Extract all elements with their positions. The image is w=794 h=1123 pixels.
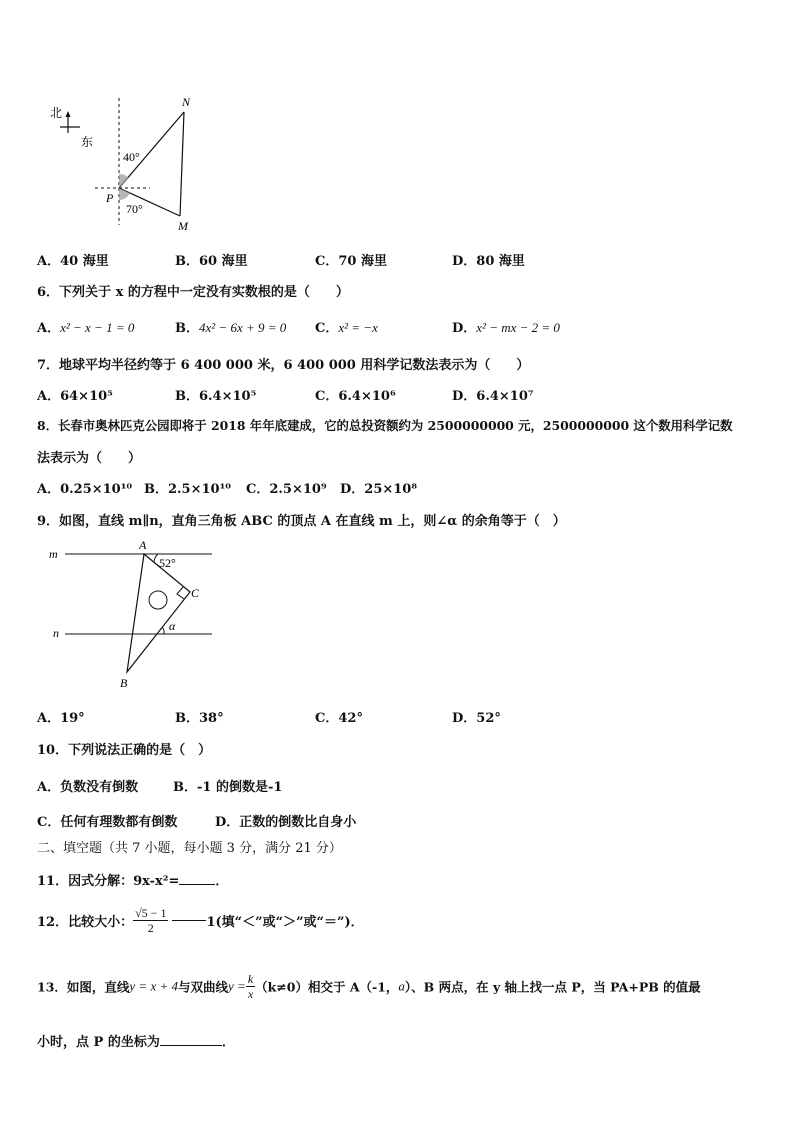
q8-stem-line1: 8．长春市奥林匹克公园即将于 2018 年年底建成，它的总投资额约为 2500000000 元，2500000000 这个数用科学记数 (37, 418, 733, 433)
q8-stem-line2: 法表示为（ ） (37, 451, 142, 466)
angle-40-label: 40° (123, 150, 140, 164)
q13-line2-text: 小时，点 P 的坐标为 (37, 1035, 160, 1050)
q6-option-b-eq: 4x² − 6x + 9 = 0 (199, 320, 287, 335)
q6-option-d-letter: D． (452, 321, 477, 336)
angle-70-label: 70° (126, 202, 143, 216)
q9-option-b[interactable]: B．38° (175, 711, 224, 726)
q6-option-c-letter: C． (315, 321, 339, 336)
q13-answer-blank[interactable] (160, 1045, 222, 1046)
q10-option-b[interactable]: B．-1 的倒数是-1 (173, 780, 283, 795)
q12-post: 1(填“＜”或“＞”或“＝”)． (206, 915, 364, 930)
q6-option-a-eq: x² − x − 1 = 0 (60, 320, 135, 335)
navigation-figure (40, 90, 210, 235)
q7-option-b[interactable]: B．6.4×10⁵ (175, 389, 257, 404)
q13-x: x (247, 987, 254, 1001)
q11-answer-blank[interactable] (179, 884, 215, 885)
parallel-lines-figure (40, 535, 225, 695)
north-label: 北 (50, 106, 63, 120)
q13-k: k (247, 972, 254, 986)
q6-option-a-letter: A． (37, 321, 61, 336)
q13-part2: 与双曲线 (178, 979, 229, 995)
q7-option-a[interactable]: A．64×10⁵ (37, 389, 113, 404)
q13-part1: 13．如图，直线 (37, 979, 130, 995)
q12-numerator: √5 − 1 (135, 906, 167, 920)
q8-option-d[interactable]: D．25×10⁸ (340, 482, 418, 497)
q6-option-b[interactable] (175, 317, 286, 336)
point-p-label: P (106, 191, 114, 205)
q12-denominator: 2 (147, 921, 154, 935)
q13-hyperbola-y: y = (228, 978, 246, 994)
q13-part4: ）、B 两点，在 y 轴上找一点 P，当 PA+PB 的值最 (404, 979, 701, 995)
q11-text: 11．因式分解：9x-x²= (37, 874, 180, 889)
q6-option-c-eq: x² = −x (338, 320, 378, 335)
q8-option-c[interactable]: C．2.5×10⁹ (246, 482, 327, 497)
q13-question-line1 (37, 972, 701, 1001)
q6-option-c[interactable] (315, 317, 378, 336)
q10-option-a[interactable]: A．负数没有倒数 (37, 780, 139, 795)
q13-part3: （k≠0）相交于 A（-1， (255, 979, 399, 995)
q8-option-b[interactable]: B．2.5×10¹⁰ (144, 482, 231, 497)
angle-52-label: 52° (159, 556, 176, 570)
q12-answer-blank[interactable] (172, 920, 206, 921)
q12-fraction (133, 906, 168, 935)
q12-question (37, 906, 364, 935)
q5-option-b[interactable]: B．60 海里 (175, 254, 248, 269)
point-n-label: N (182, 95, 191, 109)
point-m-label: M (178, 219, 188, 233)
q8-option-a[interactable]: A．0.25×10¹⁰ (37, 482, 133, 497)
line-n-label: n (53, 626, 59, 640)
q13-fraction (246, 972, 255, 1001)
q7-option-c[interactable]: C．6.4×10⁶ (315, 389, 396, 404)
q5-option-a[interactable]: A．40 海里 (37, 254, 109, 269)
q5-option-c[interactable]: C．70 海里 (315, 254, 387, 269)
q5-option-d[interactable]: D．80 海里 (452, 254, 525, 269)
q9-option-a[interactable]: A．19° (37, 711, 85, 726)
q10-option-d[interactable]: D．正数的倒数比自身小 (215, 815, 357, 830)
q6-option-d-eq: x² − mx − 2 = 0 (476, 320, 560, 335)
q13-end: ． (221, 1035, 235, 1050)
q10-option-c[interactable]: C．任何有理数都有倒数 (37, 815, 178, 830)
q6-stem: 6．下列关于 x 的方程中一定没有实数根的是（ ） (37, 285, 349, 300)
q6-option-d[interactable] (452, 317, 560, 336)
q11-question (37, 870, 228, 889)
q10-stem: 10．下列说法正确的是（ ） (37, 743, 212, 758)
q12-pre: 12．比较大小： (37, 915, 134, 930)
q9-stem: 9．如图，直线 m∥n，直角三角板 ABC 的顶点 A 在直线 m 上，则∠α 的余角等于（ ） (37, 514, 566, 529)
q9-option-c[interactable]: C．42° (315, 711, 363, 726)
q7-stem: 7．地球平均半径约等于 6 400 000 米，6 400 000 用科学记数法表示为（ ） (37, 358, 530, 373)
east-label: 东 (81, 135, 94, 149)
section-2-heading: 二、填空题（共 7 小题，每小题 3 分，满分 21 分） (37, 841, 342, 856)
q6-option-b-letter: B． (175, 321, 199, 336)
q13-a: a (398, 978, 405, 994)
q9-option-d[interactable]: D．52° (452, 711, 501, 726)
q11-end: ． (215, 874, 229, 889)
line-m-label: m (49, 547, 58, 561)
point-a-label: A (139, 538, 147, 552)
q13-question-line2 (37, 1031, 235, 1050)
angle-alpha-label: α (169, 619, 176, 633)
q13-line-eq: y = x + 4 (129, 978, 178, 994)
q7-option-d[interactable]: D．6.4×10⁷ (452, 389, 534, 404)
q6-option-a[interactable] (37, 317, 134, 336)
point-c-label: C (191, 586, 200, 600)
point-b-label: B (120, 676, 128, 690)
